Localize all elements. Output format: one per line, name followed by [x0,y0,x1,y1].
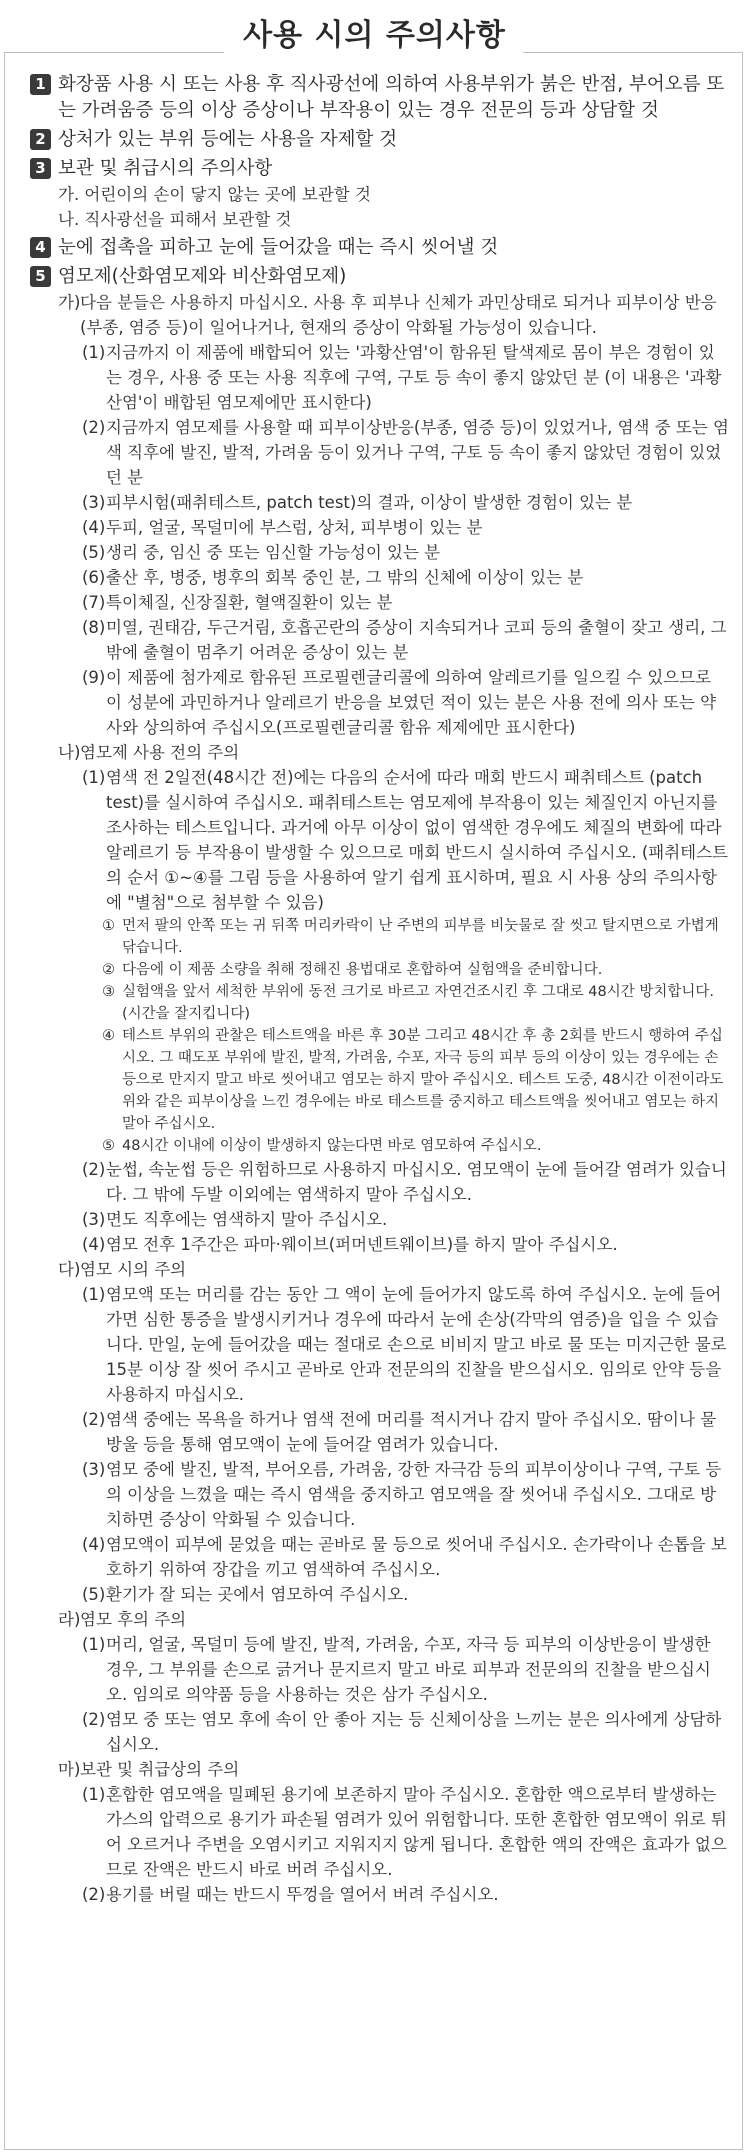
item-text: 생리 중, 임신 중 또는 임신할 가능성이 있는 분 [106,543,441,562]
subsection-intro: 염모제 사용 전의 주의 [80,743,240,762]
item-text: 눈썹, 속눈썹 등은 위험하므로 사용하지 마십시오. 염모액이 눈에 들어갈 염려가 있습니다. 그 밖에 두발 이외에는 염색하지 말아 주십시오. [106,1160,727,1204]
step-text: 실험액을 앞서 세척한 부위에 동전 크기로 바르고 자연건조시킨 후 그대로 48시간 방치합니다.(시간을 잘지킵니다) [122,984,715,1022]
section-text: 상처가 있는 부위 등에는 사용을 자제할 것 [58,129,398,150]
item-text: 이 제품에 첨가제로 함유된 프로필렌글리콜에 의하여 알레르기를 일으킬 수 있으므로 이 성분에 과민하거나 알레르기 반응을 보였던 적이 있는 분은 사용 전에 의사 또는 약사와 상의하여 주십시오(프로필렌글리콜 함유 제제에만 표시한다) [106,668,717,737]
subsection-ma [58,1757,730,1782]
item-number: (2) [82,1410,106,1429]
item-number: (2) [82,1885,106,1904]
list-item [82,515,730,540]
caution-content [30,72,730,1910]
patch-test-step [102,915,730,959]
item-text: 특이체질, 신장질환, 혈액질환이 있는 분 [106,593,393,612]
item-number: (1) [82,343,106,362]
item-number: (2) [82,1160,106,1179]
step-text: 48시간 이내에 이상이 발생하지 않는다면 바로 염모하여 주십시오. [122,1138,542,1154]
storage-item: 가. 어린이의 손이 닿지 않는 곳에 보관할 것 [58,185,371,204]
item-number: (1) [82,1635,106,1654]
list-item [82,765,730,915]
item-text: 염모 중 또는 염모 후에 속이 안 좋아 지는 등 신체이상을 느끼는 분은 의사에게 상담하십시오. [106,1710,722,1754]
patch-test-step [102,981,730,1025]
item-text: 두피, 얼굴, 목덜미에 부스럼, 상처, 피부병이 있는 분 [106,518,483,537]
section-4 [30,235,730,261]
list-item [82,1882,730,1907]
item-number: (1) [82,768,106,787]
patch-test-step [102,1025,730,1135]
item-number: (1) [82,1285,106,1304]
section-number-badge: 1 [30,74,51,95]
item-text: 머리, 얼굴, 목덜미 등에 발진, 발적, 가려움, 수포, 자극 등 피부의 이상반응이 발생한 경우, 그 부위를 손으로 긁거나 문지르지 말고 바로 피부과 전문의의 진찰을 받으십시오. 임의로 의약품 등을 사용하는 것은 삼가 주십시오. [106,1635,711,1704]
item-text: 환기가 잘 되는 곳에서 염모하여 주십시오. [106,1585,409,1604]
item-text: 염색 전 2일전(48시간 전)에는 다음의 순서에 따라 매회 반드시 패취테스트 (patch test)를 실시하여 주십시오. 패취테스트는 염모제에 부작용이 있는 체질인지 아닌지를 조사하는 테스트입니다. 과거에 아무 이상이 없이 염색한 경우에도 체질의 변화에 따라 알레르기 등 부작용이 발생할 수 있으므로 매회 반드시 실시하여 주십시오. (패취테스트의 순서 ①~④를 그림 등을 사용하여 알기 쉽게 표시하며, 필요 시 사용 상의 주의사항에 "별첨"으로 첨부할 수 있음) [106,768,728,912]
section-number-badge: 2 [30,129,51,150]
item-text: 염모 전후 1주간은 파마·웨이브(퍼머넨트웨이브)를 하지 말아 주십시오. [106,1235,618,1254]
list-item [82,1532,730,1582]
subsection-label: 마) [58,1760,81,1779]
item-text: 용기를 버릴 때는 반드시 뚜껑을 열어서 버려 주십시오. [106,1885,499,1904]
list-item [82,1457,730,1532]
patch-test-step [102,1135,730,1157]
item-text: 염모액 또는 머리를 감는 동안 그 액이 눈에 들어가지 않도록 하여 주십시오. 눈에 들어가면 심한 통증을 발생시키거나 경우에 따라서 눈에 손상(각막의 염증)을 입을 수 있습니다. 만일, 눈에 들어갔을 때는 절대로 손으로 비비지 말고 바로 물 또는 미지근한 물로 15분 이상 잘 씻어 주시고 곧바로 안과 전문의의 진찰을 받으십시오. 임의로 안약 등을 사용하지 마십시오. [106,1285,727,1404]
list-item [82,415,730,490]
section-text: 보관 및 취급시의 주의사항 [58,158,273,179]
item-number: (2) [82,418,106,437]
step-number: ③ [102,984,115,1000]
list-item [82,590,730,615]
list-item [82,340,730,415]
subsection-na [58,740,730,765]
item-text: 염색 중에는 목욕을 하거나 염색 전에 머리를 적시거나 감지 말아 주십시오. 땀이나 물방울 등을 통해 염모액이 눈에 들어갈 염려가 있습니다. [106,1410,717,1454]
item-number: (9) [82,668,106,687]
section-number-badge: 5 [30,266,51,287]
list-item [82,1207,730,1232]
section-number-badge: 4 [30,237,51,258]
list-item [82,1582,730,1607]
list-item [82,1407,730,1457]
patch-test-step [102,959,730,981]
step-text: 다음에 이 제품 소량을 취해 정해진 용법대로 혼합하여 실험액을 준비합니다. [122,962,603,978]
list-item [82,1282,730,1407]
step-text: 테스트 부위의 관찰은 테스트액을 바른 후 30분 그리고 48시간 후 총 2회를 반드시 행하여 주십시오. 그 때도포 부위에 발진, 발적, 가려움, 수포, 자극 등의 피부 등의 이상이 있는 경우에는 손 등으로 만지지 말고 바로 씻어내고 염모는 하지 말아 주십시오. 테스트 도중, 48시간 이전이라도 위와 같은 피부이상을 느낀 경우에는 바로 테스트를 중지하고 테스트액을 씻어내고 염모는 하지 말아 주십시오. [122,1028,724,1132]
item-number: (4) [82,1535,106,1554]
item-number: (1) [82,1785,106,1804]
list-item [82,1782,730,1882]
item-number: (7) [82,593,106,612]
item-text: 지금까지 염모제를 사용할 때 피부이상반응(부종, 염증 등)이 있었거나, 염색 중 또는 염색 직후에 발진, 발적, 가려움 등이 있거나 구역, 구토 등 속이 좋지 않았던 경험이 있었던 분 [106,418,729,487]
item-number: (6) [82,568,106,587]
page-title: 사용 시의 주의사항 [243,18,506,53]
item-number: (8) [82,618,106,637]
subsection-intro: 보관 및 취급상의 주의 [80,1760,240,1779]
list-item [82,1232,730,1257]
list-item [82,565,730,590]
item-number: (3) [82,1210,106,1229]
list-item [82,1157,730,1207]
list-item [82,540,730,565]
item-text: 염모액이 피부에 묻었을 때는 곧바로 물 등으로 씻어내 주십시오. 손가락이나 손톱을 보호하기 위하여 장갑을 끼고 염색하여 주십시오. [106,1535,727,1579]
item-number: (4) [82,518,106,537]
subsection-ra [58,1607,730,1632]
section-text: 염모제(산화염모제와 비산화염모제) [58,266,347,287]
section-5 [30,264,730,1907]
subsection-label: 다) [58,1260,81,1279]
subsection-label: 라) [58,1610,81,1629]
list-item [82,490,730,515]
item-text: 면도 직후에는 염색하지 말아 주십시오. [106,1210,388,1229]
subsection-intro: 염모 후의 주의 [80,1610,187,1629]
section-1 [30,72,730,124]
item-text: 염모 중에 발진, 발적, 부어오름, 가려움, 강한 자극감 등의 피부이상이나 구역, 구토 등의 이상을 느꼈을 때는 즉시 염색을 중지하고 염모액을 잘 씻어내 주십시오. 그대로 방치하면 증상이 악화될 수 있습니다. [106,1460,722,1529]
item-text: 미열, 권태감, 두근거림, 호흡곤란의 증상이 지속되거나 코피 등의 출혈이 잦고 생리, 그 밖에 출혈이 멈추기 어려운 증상이 있는 분 [106,618,727,662]
section-3 [30,156,730,232]
list-item [82,665,730,740]
subsection-ga [58,290,730,340]
item-number: (5) [82,1585,106,1604]
item-number: (3) [82,1460,106,1479]
section-number-badge: 3 [30,158,51,179]
subsection-da [58,1257,730,1282]
subsection-label: 나) [58,743,81,762]
item-number: (5) [82,543,106,562]
storage-item: 나. 직사광선을 피해서 보관할 것 [58,210,292,229]
section-text: 화장품 사용 시 또는 사용 후 직사광선에 의하여 사용부위가 붉은 반점, 부어오름 또는 가려움증 등의 이상 증상이나 부작용이 있는 경우 전문의 등과 상담할 것 [58,74,725,121]
list-item [82,1707,730,1757]
step-number: ② [102,962,115,978]
subsection-intro: 염모 시의 주의 [80,1260,187,1279]
item-text: 출산 후, 병중, 병후의 회복 중인 분, 그 밖의 신체에 이상이 있는 분 [106,568,584,587]
list-item [82,1632,730,1707]
section-2 [30,127,730,153]
item-number: (2) [82,1710,106,1729]
step-number: ① [102,918,115,934]
section-text: 눈에 접촉을 피하고 눈에 들어갔을 때는 즉시 씻어낼 것 [58,237,499,258]
item-number: (3) [82,493,106,512]
subsection-label: 가) [58,293,81,312]
list-item [82,615,730,665]
subsection-intro: 다음 분들은 사용하지 마십시오. 사용 후 피부나 신체가 과민상태로 되거나 피부이상 반응(부종, 염증 등)이 일어나거나, 현재의 증상이 악화될 가능성이 있습니다. [80,293,717,337]
item-text: 혼합한 염모액을 밀폐된 용기에 보존하지 말아 주십시오. 혼합한 액으로부터 발생하는 가스의 압력으로 용기가 파손될 염려가 있어 위험합니다. 또한 혼합한 염모액이 위로 튀어 오르거나 주변을 오염시키고 지워지지 않게 됩니다. 혼합한 액의 잔액은 효과가 없으므로 잔액은 반드시 바로 버려 주십시오. [106,1785,727,1879]
step-text: 먼저 팔의 안쪽 또는 귀 뒤쪽 머리카락이 난 주변의 피부를 비눗물로 잘 씻고 탈지면으로 가볍게 닦습니다. [122,918,719,956]
step-number: ④ [102,1028,115,1044]
item-number: (4) [82,1235,106,1254]
item-text: 지금까지 이 제품에 배합되어 있는 '과황산염'이 함유된 탈색제로 몸이 부은 경험이 있는 경우, 사용 중 또는 사용 직후에 구역, 구토 등 속이 좋지 않았던 분 (이 내용은 '과황산염'이 배합된 염모제에만 표시한다) [106,343,722,412]
step-number: ⑤ [102,1138,115,1154]
item-text: 피부시험(패취테스트, patch test)의 결과, 이상이 발생한 경험이 있는 분 [106,493,633,512]
